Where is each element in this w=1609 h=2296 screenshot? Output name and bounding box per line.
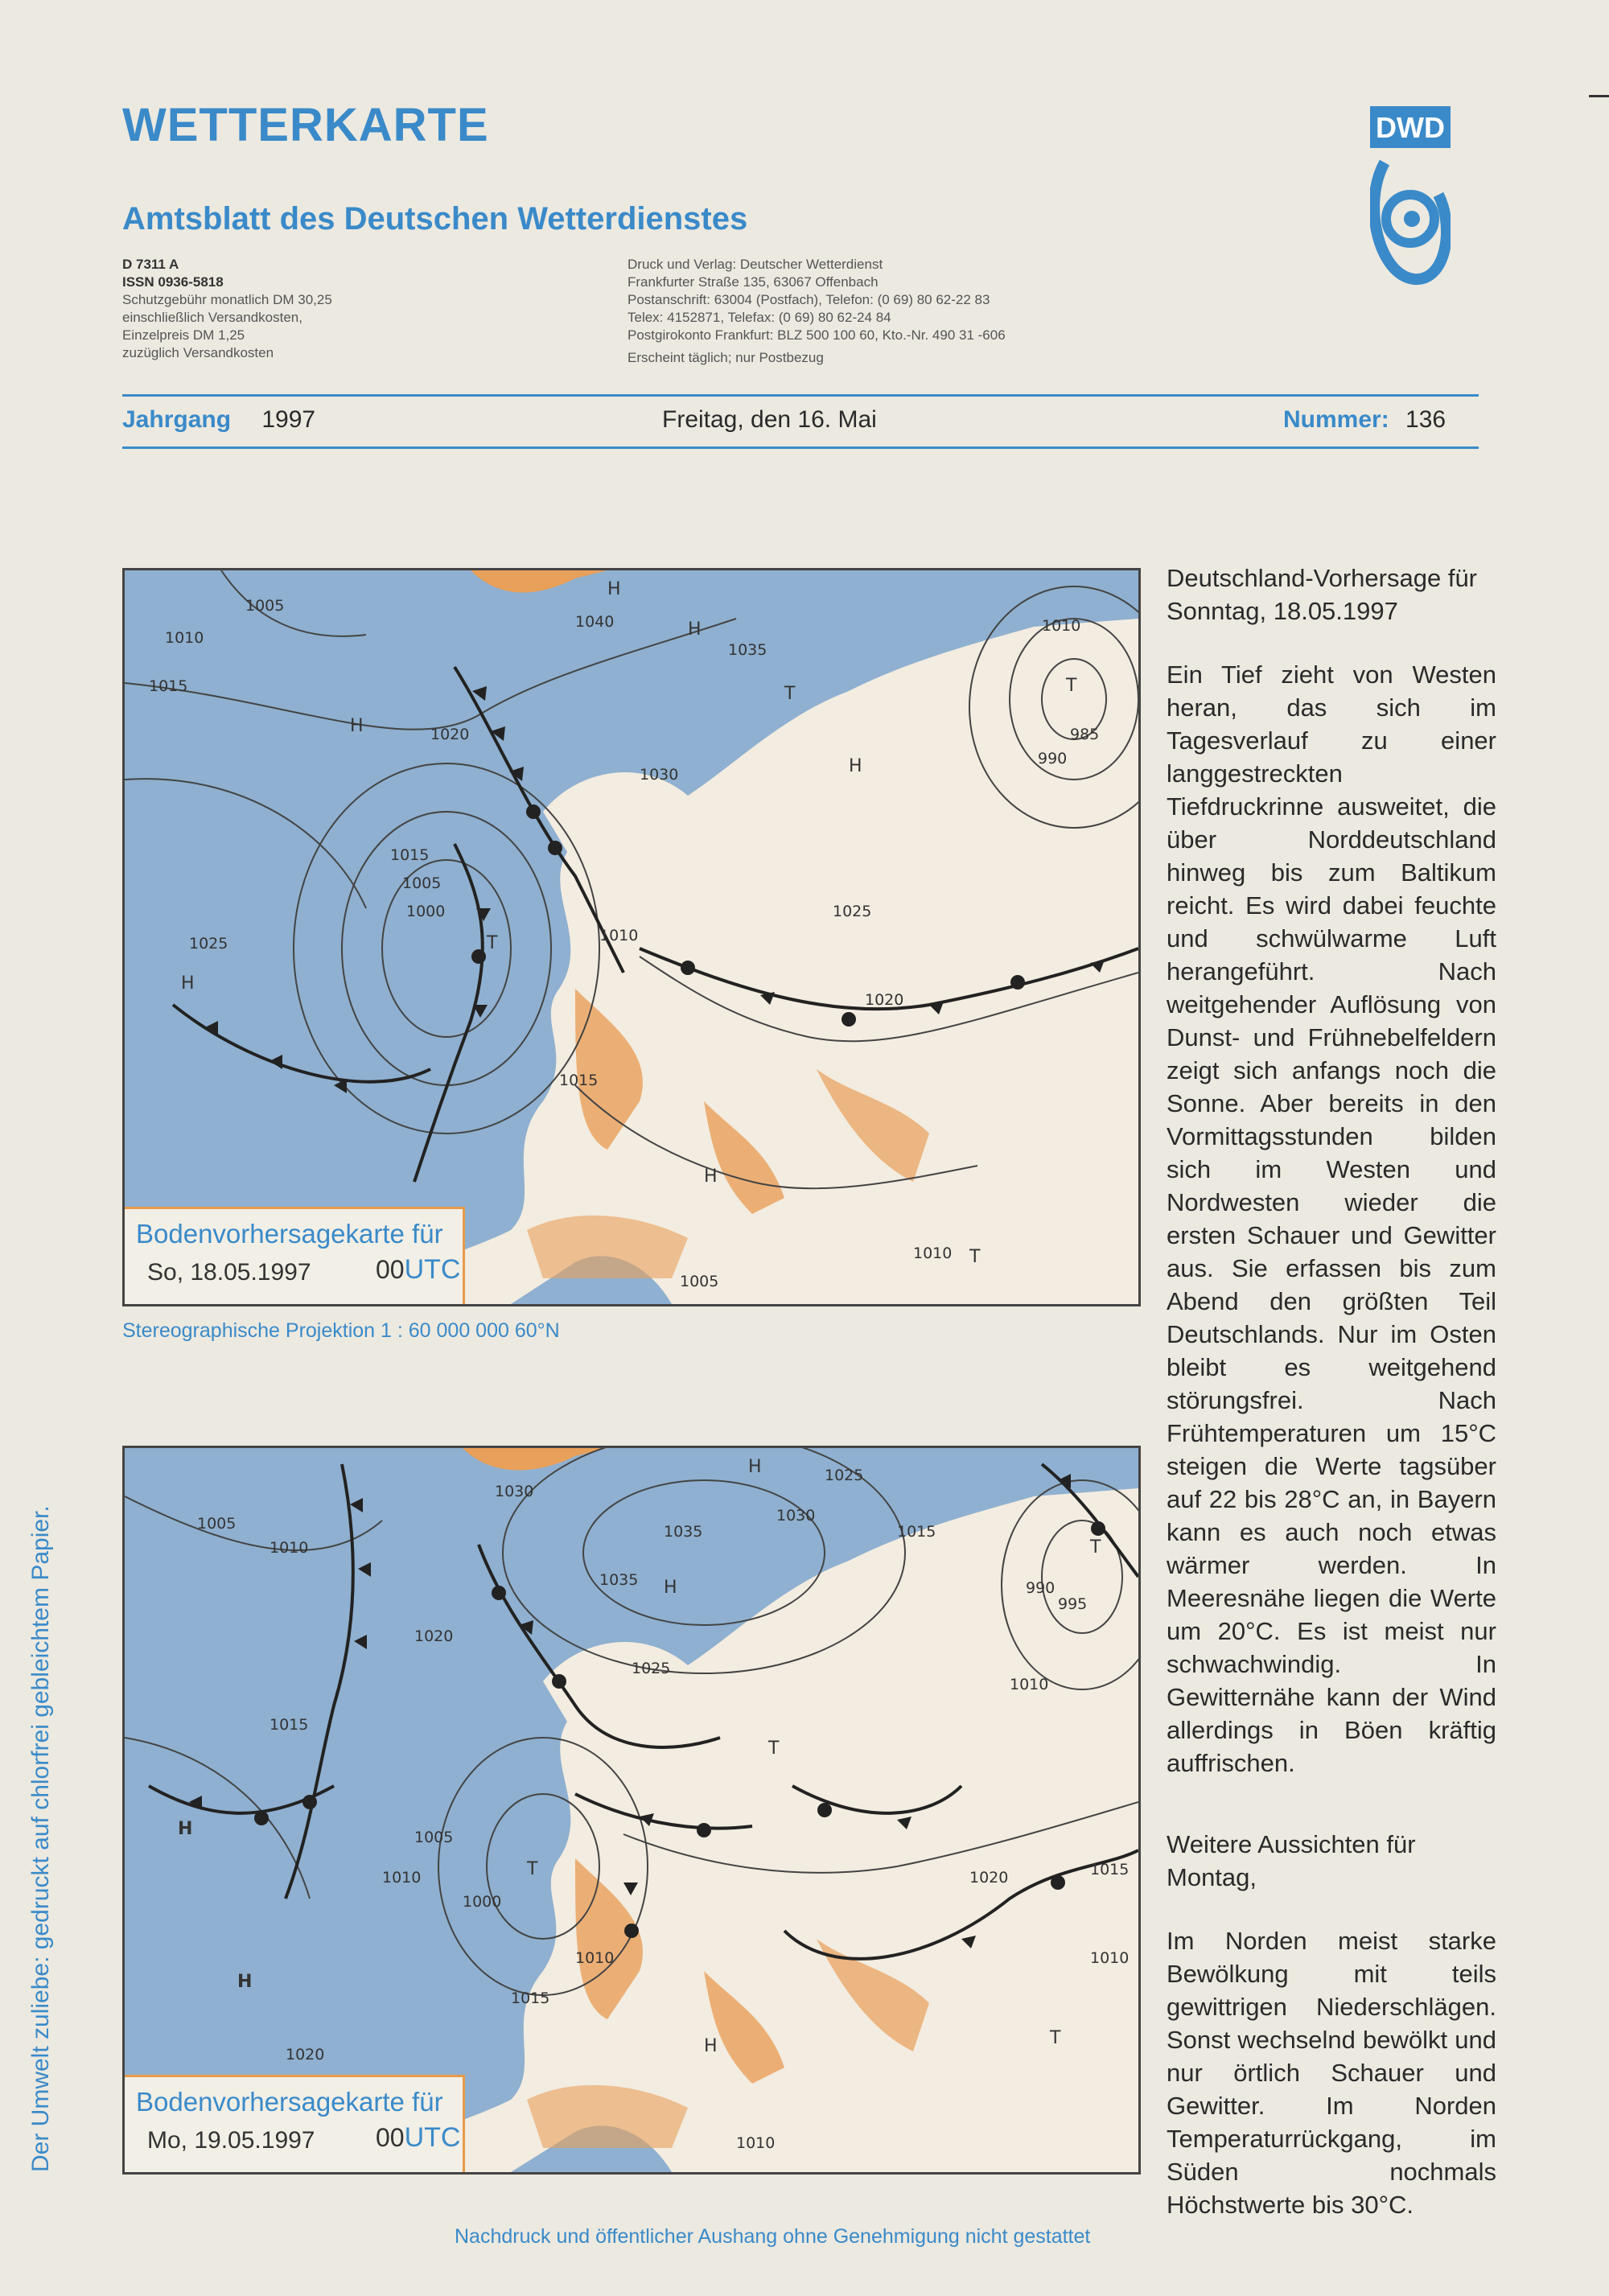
volume-year: 1997 <box>261 406 316 433</box>
isobar-label: 1025 <box>189 935 228 953</box>
isobar-label: 1005 <box>197 1515 237 1533</box>
map-caption-time <box>376 1254 460 1286</box>
isobar-label: 1010 <box>165 629 204 647</box>
isobar-label: 1010 <box>575 1949 615 1967</box>
subscription-info <box>122 256 525 362</box>
map-caption-date: So, 18.05.1997 <box>147 1259 311 1286</box>
high-pressure-label: H <box>704 1167 718 1187</box>
map-caption-time <box>376 2122 460 2154</box>
map-graphic <box>125 570 1138 1304</box>
isobar-label: 990 <box>1026 1579 1056 1597</box>
map-caption-title: Bodenvorhersagekarte für <box>136 1219 443 1249</box>
publication-code: D 7311 A <box>122 257 179 272</box>
isobar-label: 1005 <box>680 1273 719 1290</box>
map-caption-hour: 00 <box>376 2123 405 2152</box>
isobar-label: 1030 <box>776 1507 816 1524</box>
high-pressure-label: H <box>688 619 702 640</box>
map-caption <box>125 1207 465 1304</box>
isobar-label: 1010 <box>382 1869 422 1887</box>
isobar-label: 1015 <box>1090 1861 1130 1878</box>
forecast-heading: Deutschland-Vorhersage für Sonntag, 18.05.1997 <box>1167 564 1478 625</box>
isobar-label: 1015 <box>149 677 188 695</box>
isobar-label: 1015 <box>270 1716 309 1734</box>
publisher-line: Postgirokonto Frankfurt: BLZ 500 100 60, Kto.-Nr. 490 31 -606 <box>628 327 1006 343</box>
high-pressure-label: H <box>664 1578 677 1598</box>
isobar-label: 1025 <box>825 1467 864 1484</box>
publisher-line: Postanschrift: 63004 (Postfach), Telefon: (0 69) 80 62-22 83 <box>628 292 990 307</box>
high-pressure-label: H <box>237 1972 253 1992</box>
copyright-footer: Nachdruck und öffentlicher Aushang ohne Genehmigung nicht gestattet <box>455 2225 1091 2248</box>
map-caption-utc: UTC <box>404 2122 461 2153</box>
low-pressure-label: T <box>969 1247 981 1267</box>
low-pressure-label: T <box>768 1738 780 1759</box>
newspaper-title: WETTERKARTE <box>122 99 489 151</box>
isobar-label: 985 <box>1070 726 1100 743</box>
map-caption <box>125 2075 465 2172</box>
map-caption-title: Bodenvorhersagekarte für <box>136 2087 443 2117</box>
isobar-label: 1025 <box>833 903 872 920</box>
isobar-label: 1000 <box>406 903 446 920</box>
isobar-label: 1035 <box>599 1571 639 1589</box>
isobar-label: 995 <box>1058 1595 1088 1613</box>
isobar-label: 1015 <box>897 1523 936 1541</box>
issue-date: Freitag, den 16. Mai <box>662 406 877 433</box>
low-pressure-label: T <box>527 1859 538 1879</box>
outlook-body: Im Norden meist starke Bewölkung mit teils gewittrigen Niederschlägen. Sonst wechselnd bewölkt und nur örtlich Schauer und Gewitter. Im Norden Temperaturrückgang, im Süden nochmals Höchstwerte bis 30°C. <box>1167 1927 1496 2219</box>
low-pressure-label: T <box>784 684 796 704</box>
number-value: 136 <box>1405 406 1446 433</box>
isobar-label: 1015 <box>390 846 430 864</box>
low-pressure-label: T <box>1090 1537 1101 1557</box>
newspaper-subtitle: Amtsblatt des Deutschen Wetterdienstes <box>122 201 748 237</box>
high-pressure-label: H <box>178 1819 193 1839</box>
high-pressure-label: H <box>607 579 621 599</box>
isobar-label: 1020 <box>414 1627 454 1645</box>
fee-line: einschließlich Versandkosten, <box>122 310 302 325</box>
isobar-label: 990 <box>1038 750 1068 767</box>
map-caption-hour: 00 <box>376 1255 405 1284</box>
isobar-label: 1010 <box>599 927 639 944</box>
publisher-line: Telex: 4152871, Telefax: (0 69) 80 62-24 84 <box>628 310 891 325</box>
number-label: Nummer: <box>1283 406 1389 433</box>
isobar-label: 1020 <box>865 991 904 1009</box>
isobar-label: 1010 <box>913 1245 953 1262</box>
high-pressure-label: H <box>748 1457 762 1477</box>
fee-line: Einzelpreis DM 1,25 <box>122 327 245 343</box>
map-graphic <box>125 1448 1138 2172</box>
isobar-label: 1010 <box>736 2134 776 2152</box>
high-pressure-label: H <box>704 2036 718 2056</box>
publisher-line: Erscheint täglich; nur Postbezug <box>628 350 824 365</box>
low-pressure-label: T <box>487 933 498 953</box>
high-pressure-label: H <box>181 973 195 994</box>
isobar-label: 1030 <box>495 1483 534 1500</box>
isobar-label: 1035 <box>664 1523 703 1541</box>
logo-text: DWD <box>1376 111 1445 144</box>
isobar-label: 1005 <box>402 874 442 892</box>
high-pressure-label: H <box>350 716 364 736</box>
high-pressure-label: H <box>849 756 862 776</box>
isobar-label: 1025 <box>632 1660 671 1677</box>
fee-line: Schutzgebühr monatlich DM 30,25 <box>122 292 332 307</box>
isobar-label: 1010 <box>270 1539 309 1557</box>
isobar-label: 1000 <box>463 1893 502 1911</box>
forecast-body: Ein Tief zieht von Westen heran, das sich im Tagesverlauf zu einer langgestreckten Tiefdruckrinne ausweitet, die über Norddeutschland hinweg bis zum Baltikum reicht. Es wird dabei feuchte und schwülwarme Luft herangeführt. Nach weitgehender Auflösung von Dunst- und Frühnebelfeldern zeigt sich anfangs noch die Sonne. Aber bereits in den Vormittagsstunden bilden sich im Westen und Nordwesten wieder die ersten Schauer und Gewitter aus. Sie erfassen bis zum Abend den größten Teil Deutschlands. Nur im Osten bleibt es weitgehend störungsfrei. Nach Frühtemperaturen um 15°C steigen die Werte tagsüber auf 22 bis 28°C an, in Bayern kann es auch noch etwas wärmer werden. In Meeresnähe liegen die Werte um 20°C. Es ist meist nur schwachwindig. In Gewitternähe kann der Wind allerdings in Böen kräftig auffrischen. <box>1167 660 1496 1777</box>
publisher-line: Druck und Verlag: Deutscher Wetterdienst <box>628 257 883 272</box>
map-caption-date: Mo, 19.05.1997 <box>147 2127 315 2154</box>
top-rule <box>122 394 1479 397</box>
isobar-label: 1035 <box>728 641 767 659</box>
forecast-map-monday <box>122 1446 1141 2175</box>
isobar-label: 1005 <box>245 597 285 615</box>
isobar-label: 1005 <box>414 1829 454 1846</box>
publisher-info <box>628 256 1191 367</box>
isobar-label: 1040 <box>575 613 615 631</box>
volume-label: Jahrgang <box>122 406 232 433</box>
bottom-rule <box>122 446 1479 449</box>
isobar-label: 1030 <box>640 766 679 784</box>
isobar-label: 1020 <box>969 1869 1009 1887</box>
fee-line: zuzüglich Versandkosten <box>122 345 274 360</box>
isobar-label: 1010 <box>1042 617 1081 635</box>
publisher-line: Frankfurter Straße 135, 63067 Offenbach <box>628 274 879 290</box>
isobar-label: 1010 <box>1010 1676 1049 1693</box>
projection-note: Stereographische Projektion 1 : 60 000 000 60°N <box>122 1319 560 1342</box>
dwd-logo <box>1370 106 1451 299</box>
isobar-label: 1015 <box>559 1072 599 1089</box>
issn: ISSN 0936-5818 <box>122 274 224 290</box>
isobar-label: 1020 <box>286 2046 325 2064</box>
outlook-heading: Weitere Aussichten für Montag, <box>1167 1830 1416 1891</box>
edge-mark <box>1589 95 1609 97</box>
isobar-label: 1020 <box>430 726 470 743</box>
paper-note: Der Umwelt zuliebe: gedruckt auf chlorfrei gebleichtem Papier. <box>27 1505 54 2172</box>
issue-number <box>1283 406 1446 434</box>
low-pressure-label: T <box>1050 2028 1061 2048</box>
map-caption-utc: UTC <box>404 1254 461 1285</box>
forecast-map-sunday <box>122 568 1141 1306</box>
isobar-label: 1010 <box>1090 1949 1130 1967</box>
isobar-label: 1015 <box>511 1989 550 2007</box>
volume-info <box>122 406 315 434</box>
forecast-column <box>1167 562 1496 2254</box>
low-pressure-label: T <box>1066 676 1077 696</box>
